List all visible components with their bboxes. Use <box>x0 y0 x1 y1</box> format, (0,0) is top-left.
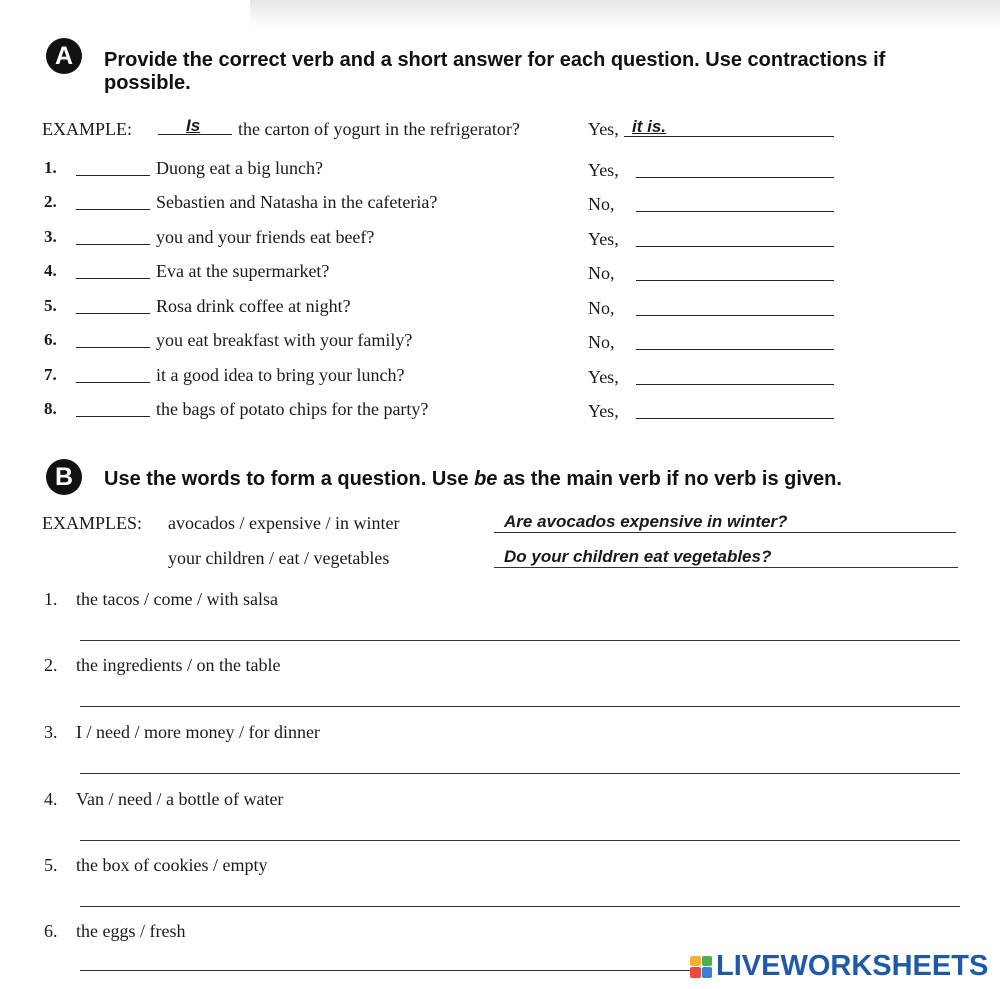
question-text: Duong eat a big lunch? <box>156 158 323 178</box>
watermark-text: LIVEWORKSHEETS <box>716 950 989 982</box>
item-number: 3. <box>44 227 57 246</box>
example-answer: Are avocados expensive in winter? <box>504 512 788 531</box>
item-number: 1. <box>44 589 58 609</box>
answer-blank[interactable] <box>636 299 834 316</box>
section-b-instruction <box>104 468 964 491</box>
examples-label: EXAMPLES: <box>42 513 143 533</box>
answer-line[interactable] <box>80 906 960 907</box>
answer-line[interactable] <box>80 840 960 841</box>
question-text: it a good idea to bring your lunch? <box>156 365 405 385</box>
answer-line[interactable] <box>80 773 960 774</box>
answer-prefix: Yes, <box>588 229 619 249</box>
instruction-part: as the main verb if no verb is given. <box>497 468 842 490</box>
question-text: Sebastien and Natasha in the cafeteria? <box>156 192 438 212</box>
liveworksheets-logo-icon <box>690 956 712 978</box>
question-text: the bags of potato chips for the party? <box>156 399 429 419</box>
answer-prefix: No, <box>588 263 615 283</box>
example-words: avocados / expensive / in winter <box>168 513 400 533</box>
question-text: Eva at the supermarket? <box>156 261 330 281</box>
answer-blank[interactable] <box>636 368 834 385</box>
item-number: 4. <box>44 261 57 280</box>
item-number: 6. <box>44 921 58 941</box>
example-answer-line <box>494 567 958 568</box>
item-number: 6. <box>44 330 57 349</box>
item-words: the tacos / come / with salsa <box>76 589 278 609</box>
verb-blank[interactable] <box>76 228 150 245</box>
item-number: 5. <box>44 855 58 875</box>
example-answer: it is. <box>632 117 667 136</box>
example-answer: Do your children eat vegetables? <box>504 547 772 566</box>
example-question: the carton of yogurt in the refrigerator? <box>238 119 520 139</box>
item-number: 4. <box>44 789 58 809</box>
question-text: you eat breakfast with your family? <box>156 330 413 350</box>
answer-prefix: Yes, <box>588 367 619 387</box>
item-number: 8. <box>44 399 57 418</box>
scan-shadow <box>250 0 1000 28</box>
verb-blank[interactable] <box>76 193 150 210</box>
verb-blank[interactable] <box>76 297 150 314</box>
section-b-badge: B <box>46 459 82 495</box>
example-answer-blank <box>624 117 834 137</box>
verb-blank[interactable] <box>76 262 150 279</box>
example-answer-prefix: Yes, <box>588 119 619 139</box>
answer-blank[interactable] <box>636 161 834 178</box>
example-verb-blank <box>158 118 232 135</box>
verb-blank[interactable] <box>76 331 150 348</box>
verb-blank[interactable] <box>76 366 150 383</box>
verb-blank[interactable] <box>76 400 150 417</box>
answer-prefix: No, <box>588 194 615 214</box>
answer-line[interactable] <box>80 706 960 707</box>
answer-blank[interactable] <box>636 195 834 212</box>
example-verb: Is <box>186 116 201 135</box>
question-text: you and your friends eat beef? <box>156 227 375 247</box>
item-number: 2. <box>44 192 57 211</box>
example-label: EXAMPLE: <box>42 119 132 139</box>
answer-blank[interactable] <box>636 264 834 281</box>
section-a-badge: A <box>46 38 82 74</box>
item-words: the box of cookies / empty <box>76 855 268 875</box>
section-a-instruction: Provide the correct verb and a short answer for each question. Use contractions if possible. <box>104 49 886 94</box>
item-number: 5. <box>44 296 57 315</box>
answer-line[interactable] <box>80 640 960 641</box>
item-words: the ingredients / on the table <box>76 655 281 675</box>
item-number: 2. <box>44 655 58 675</box>
item-number: 1. <box>44 158 57 177</box>
instruction-emphasis: be <box>474 468 498 490</box>
item-words: I / need / more money / for dinner <box>76 722 320 742</box>
answer-blank[interactable] <box>636 402 834 419</box>
answer-prefix: No, <box>588 332 615 352</box>
example-answer-line <box>494 532 956 533</box>
instruction-part: Use the words to form a question. Use <box>104 468 475 490</box>
answer-blank[interactable] <box>636 230 834 247</box>
item-number: 3. <box>44 722 58 742</box>
item-words: Van / need / a bottle of water <box>76 789 284 809</box>
answer-prefix: Yes, <box>588 401 619 421</box>
verb-blank[interactable] <box>76 159 150 176</box>
answer-blank[interactable] <box>636 333 834 350</box>
question-text: Rosa drink coffee at night? <box>156 296 351 316</box>
answer-prefix: No, <box>588 298 615 318</box>
example-words: your children / eat / vegetables <box>168 548 390 568</box>
answer-line[interactable] <box>80 970 690 971</box>
watermark <box>690 950 988 983</box>
item-number: 7. <box>44 365 57 384</box>
answer-prefix: Yes, <box>588 160 619 180</box>
item-words: the eggs / fresh <box>76 921 186 941</box>
